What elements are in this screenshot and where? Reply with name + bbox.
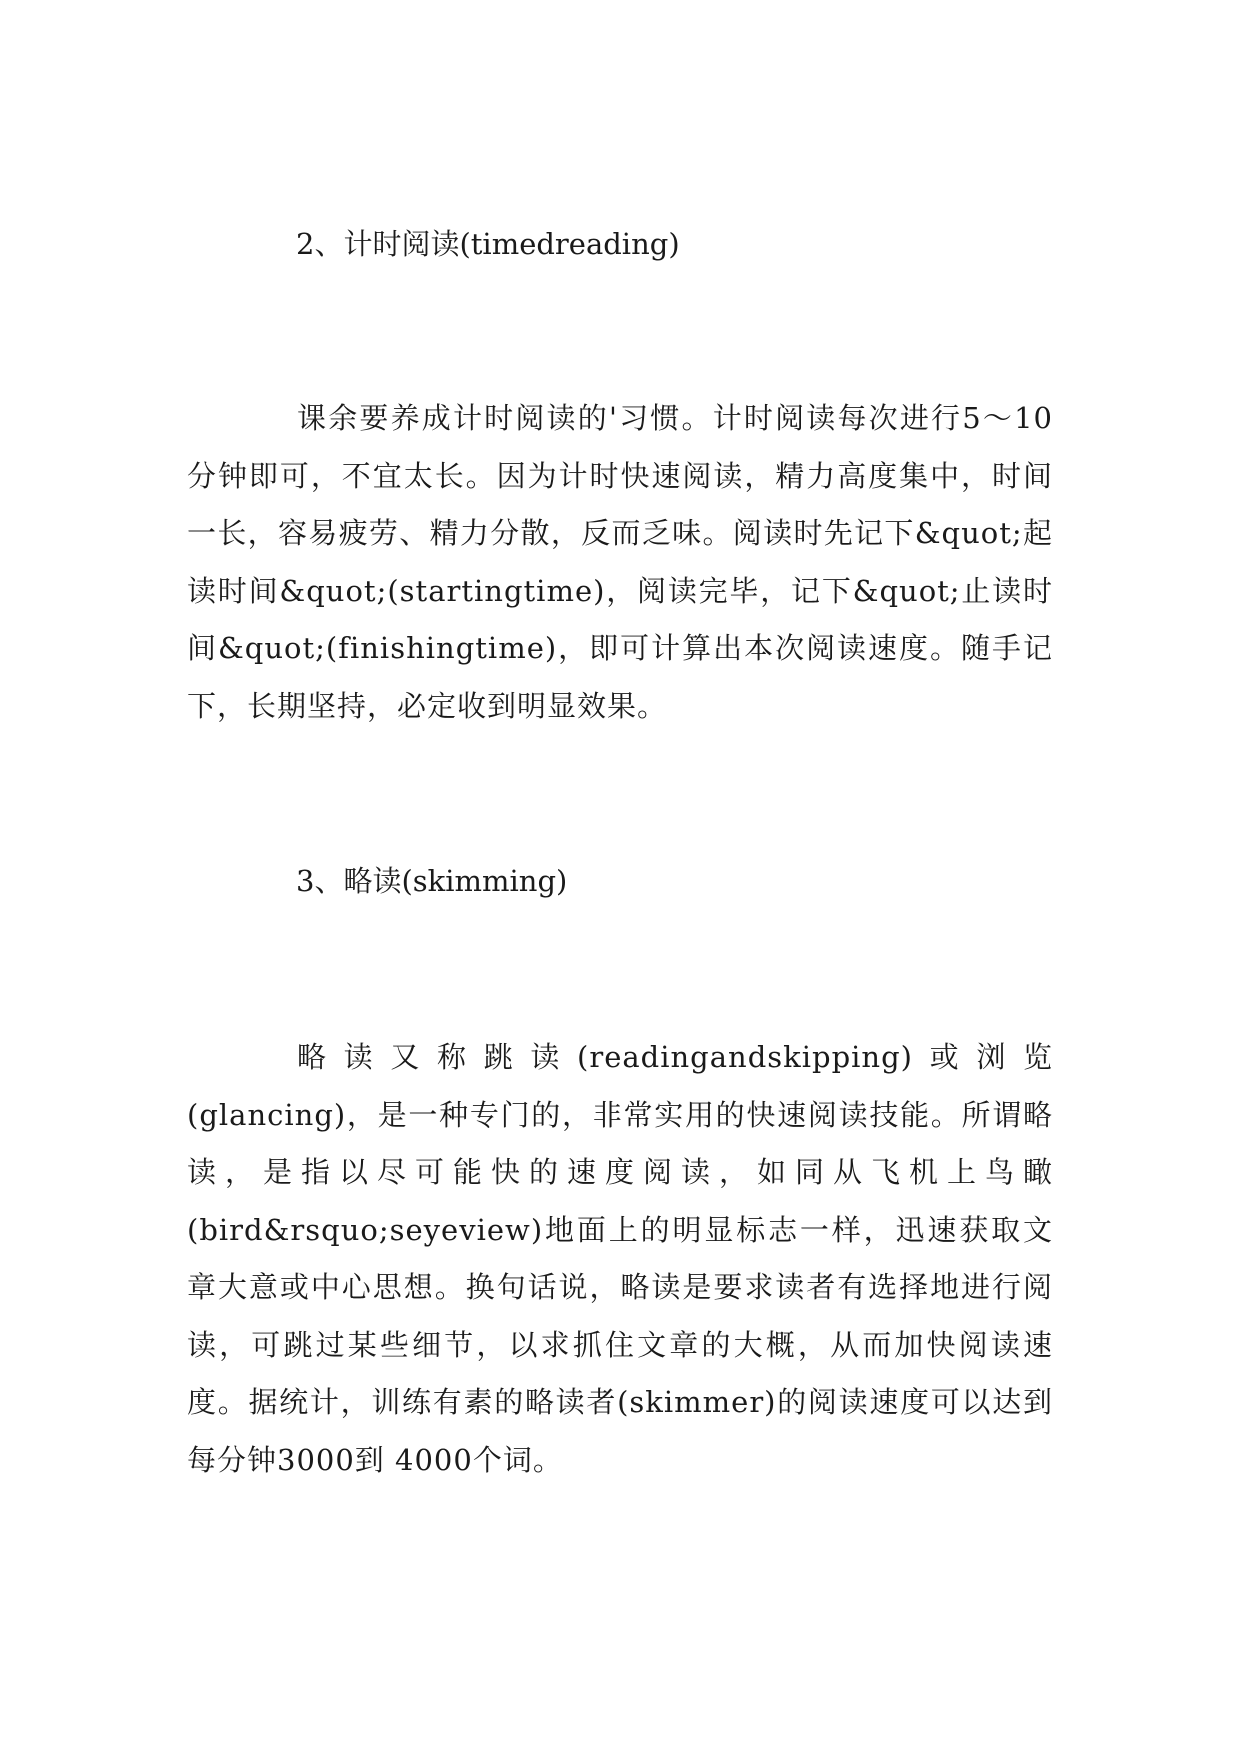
paragraph-timed-reading: 课余要养成计时阅读的'习惯。计时阅读每次进行5～10分钟即可，不宜太长。因为计时快速阅读，精力高度集中，时间一长，容易疲劳、精力分散，反而乏味。阅读时先记下&quot;起读时间&quot;(startingtime)，阅读完毕，记下&quot;止读时间&quot;(finishingtime)，即可计算出本次阅读速度。随手记下，长期坚持，必定收到明显效果。 <box>187 401 1053 723</box>
section-heading-timed-reading: 2、计时阅读(timedreading) <box>296 227 680 261</box>
paragraph-skimming: 略读又称跳读(readingandskipping)或浏览(glancing)，是一种专门的，非常实用的快速阅读技能。所谓略读，是指以尽可能快的速度阅读，如同从飞机上鸟瞰(bird&rsquo;seyeview)地面上的明显标志一样，迅速获取文章大意或中心思想。换句话说，略读是要求读者有选择地进行阅读，可跳过某些细节，以求抓住文章的大概，从而加快阅读速度。据统计，训练有素的略读者(skimmer)的阅读速度可以达到每分钟3000到 4000个词。 <box>187 1040 1053 1477</box>
section-heading-skimming: 3、略读(skimming) <box>296 864 568 898</box>
